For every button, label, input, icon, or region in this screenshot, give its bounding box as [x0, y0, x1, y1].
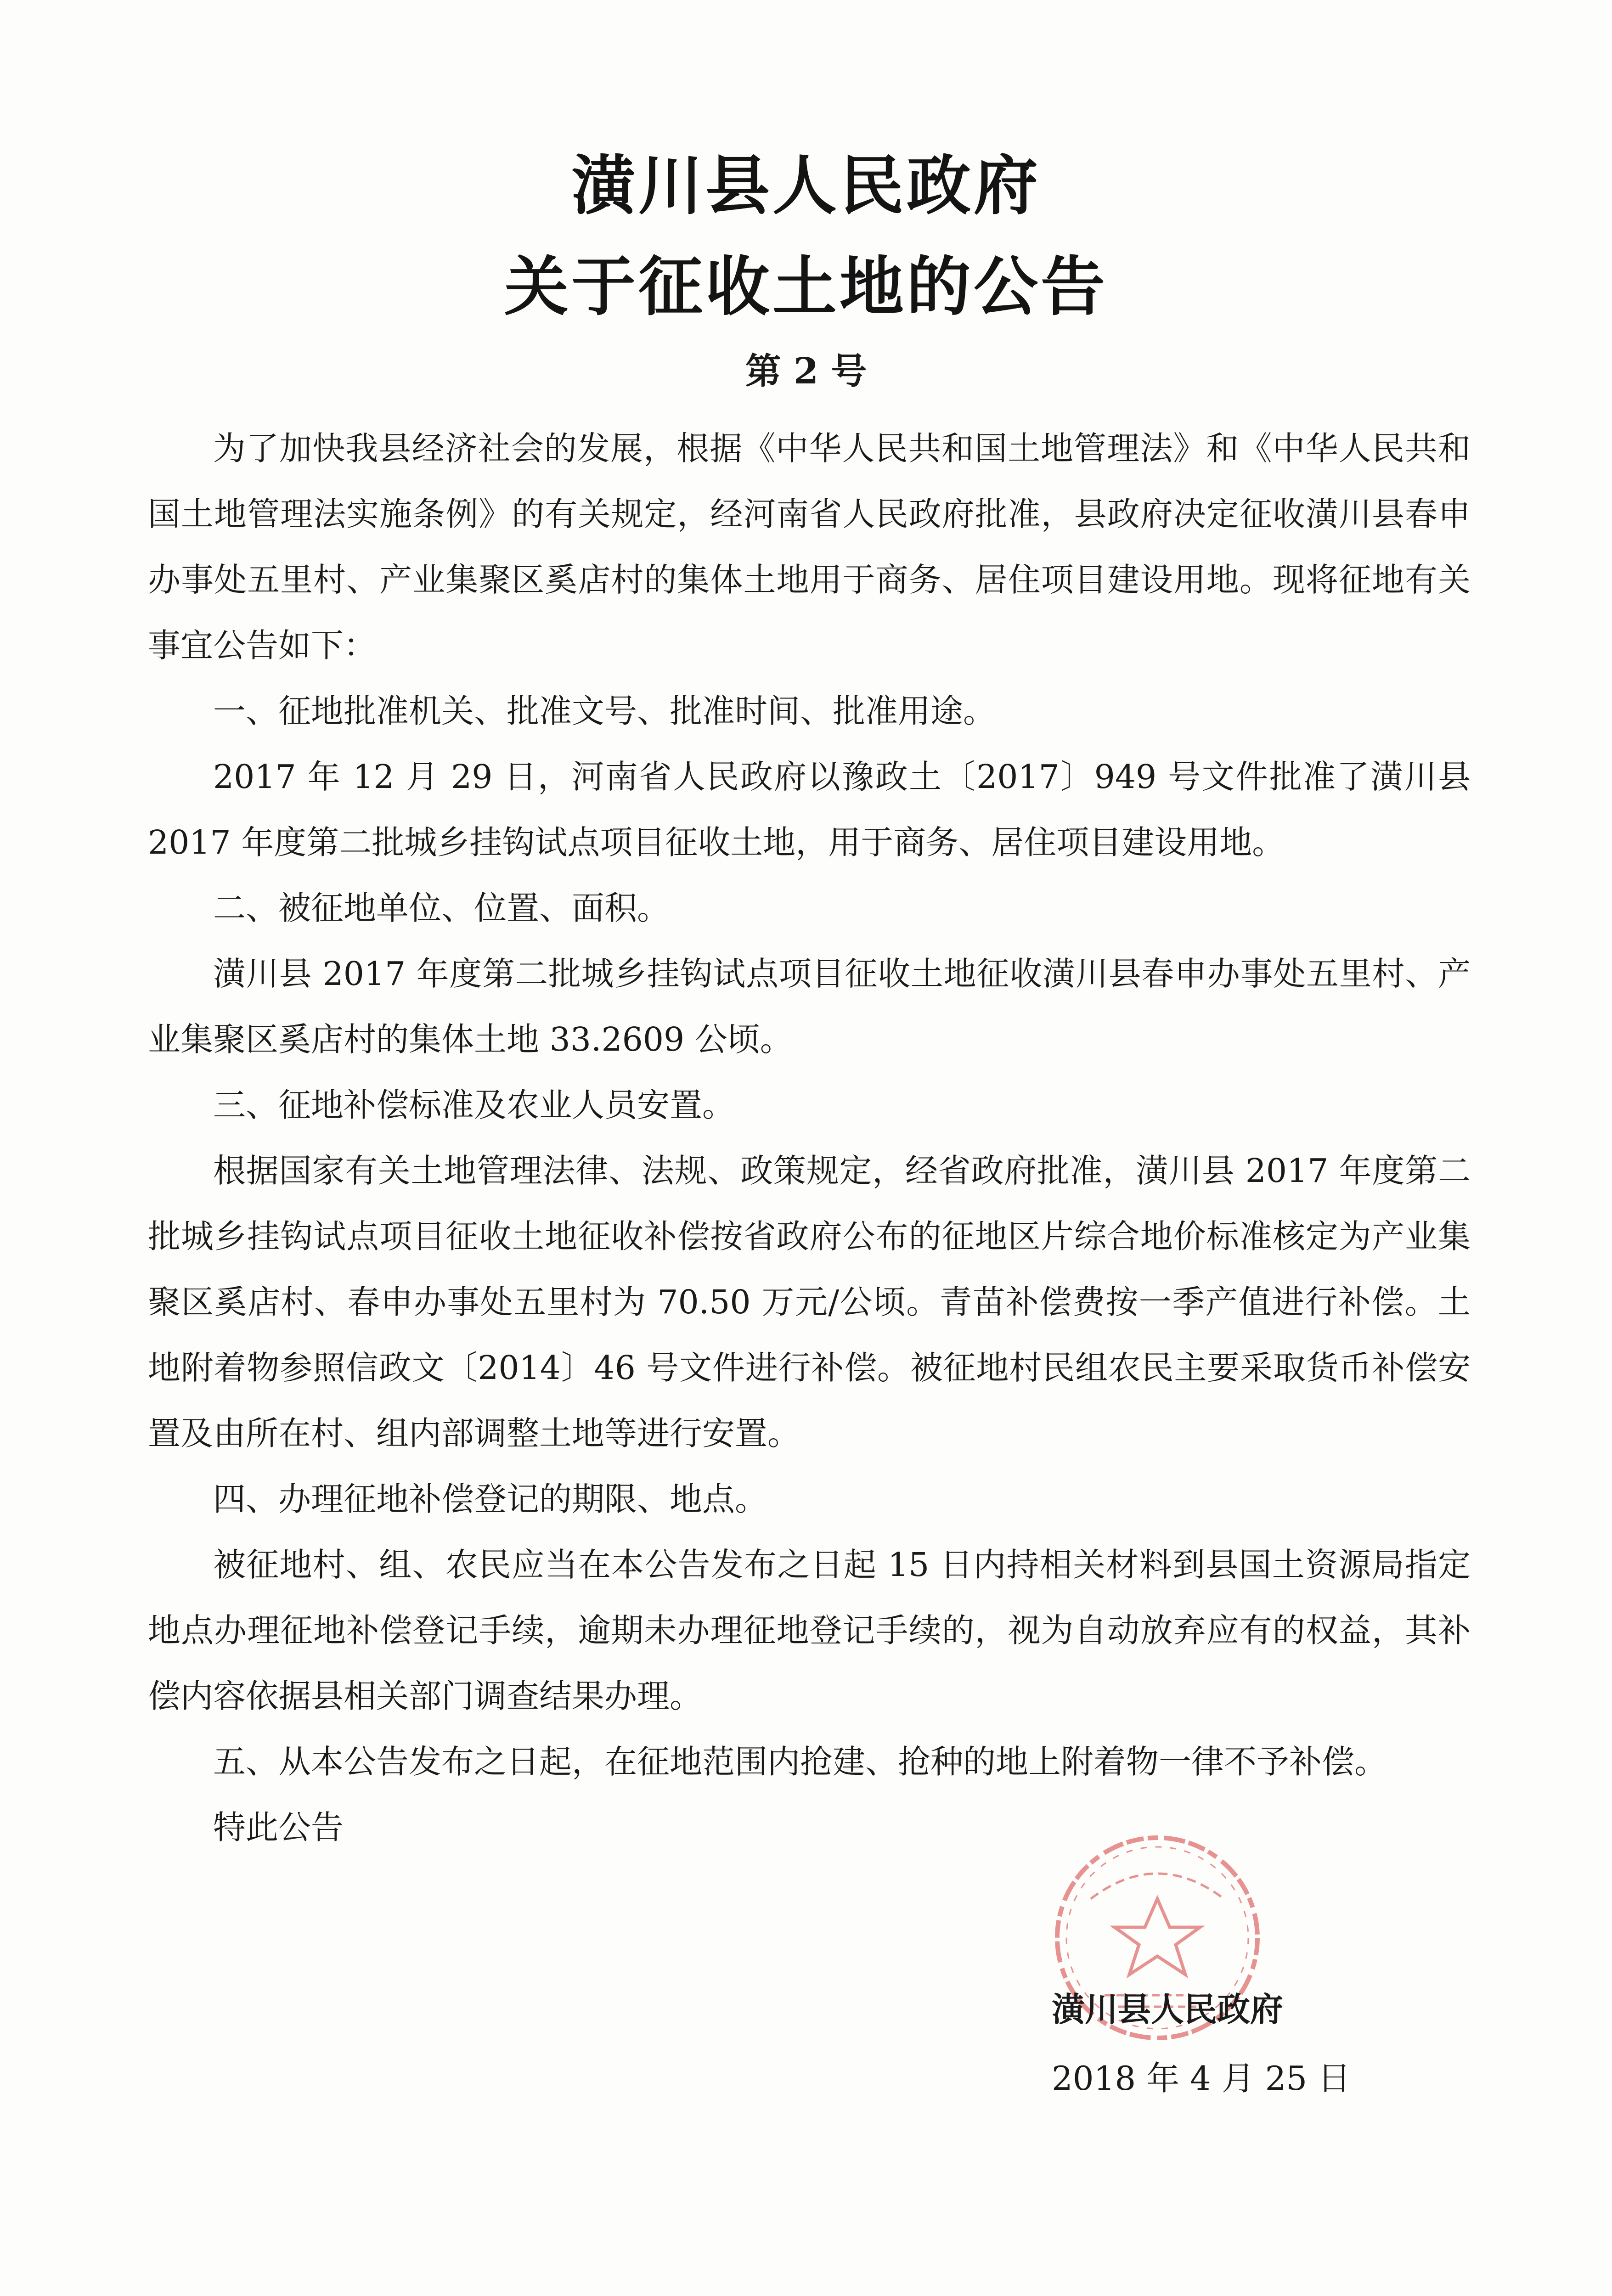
section-heading-5: 五、从本公告发布之日起，在征地范围内抢建、抢种的地上附着物一律不予补偿。 [213, 1743, 1387, 1781]
paragraph-area: 潢川县 2017 年度第二批城乡挂钩试点项目征收土地征收潢川县春申办事处五里村、产业集聚区奚店村的集体土地 33.2609 公顷。 [148, 955, 1471, 1058]
signature-organization: 潢川县人民政府 [1052, 1990, 1284, 2029]
section-heading-4: 四、办理征地补偿登记的期限、地点。 [213, 1480, 768, 1518]
section-heading-3: 三、征地补偿标准及农业人员安置。 [213, 1086, 735, 1124]
page-subtitle: 关于征收土地的公告 [504, 249, 1108, 325]
section-heading-2: 二、被征地单位、位置、面积。 [213, 889, 670, 927]
seal-emblem [1115, 1899, 1200, 1975]
paragraph-registration: 被征地村、组、农民应当在本公告发布之日起 15 日内持相关材料到县国土资源局指定地点办理征地补偿登记手续，逾期未办理征地登记手续的，视为自动放弃应有的权益，其补偿内容依据县相关部门调查结果办理。 [148, 1546, 1471, 1715]
paragraph-intro: 为了加快我县经济社会的发展，根据《中华人民共和国土地管理法》和《中华人民共和国土地管理法实施条例》的有关规定，经河南省人民政府批准，县政府决定征收潢川县春申办事处五里村、产业集聚区奚店村的集体土地用于商务、居住项目建设用地。现将征地有关事宜公告如下： [148, 429, 1471, 664]
paragraph-compensation: 根据国家有关土地管理法律、法规、政策规定，经省政府批准，潢川县 2017 年度第二批城乡挂钩试点项目征收土地征收补偿按省政府公布的征地区片综合地价标准核定为产业集聚区奚店村、春申办事处五里村为 70.50 万元/公顷。青苗补偿费按一季产值进行补偿。土地附着物参照信政文〔2014〕46 号文件进行补偿。被征地村民组农民主要采取货币补偿安置及由所在村、组内部调整土地等进行安置。 [148, 1152, 1471, 1452]
signature-date: 2018 年 4 月 25 日 [1052, 2059, 1351, 2098]
paragraph-approval: 2017 年 12 月 29 日，河南省人民政府以豫政土〔2017〕949 号文件批准了潢川县 2017 年度第二批城乡挂钩试点项目征收土地，用于商务、居住项目建设用地。 [148, 758, 1471, 861]
notice-body [148, 416, 1471, 1860]
page-title: 潢川县人民政府 [571, 148, 1041, 224]
document-number: 第 2 号 [745, 350, 867, 392]
paragraph-closing: 特此公告 [213, 1808, 344, 1846]
section-heading-1: 一、征地批准机关、批准文号、批准时间、批准用途。 [213, 692, 996, 730]
